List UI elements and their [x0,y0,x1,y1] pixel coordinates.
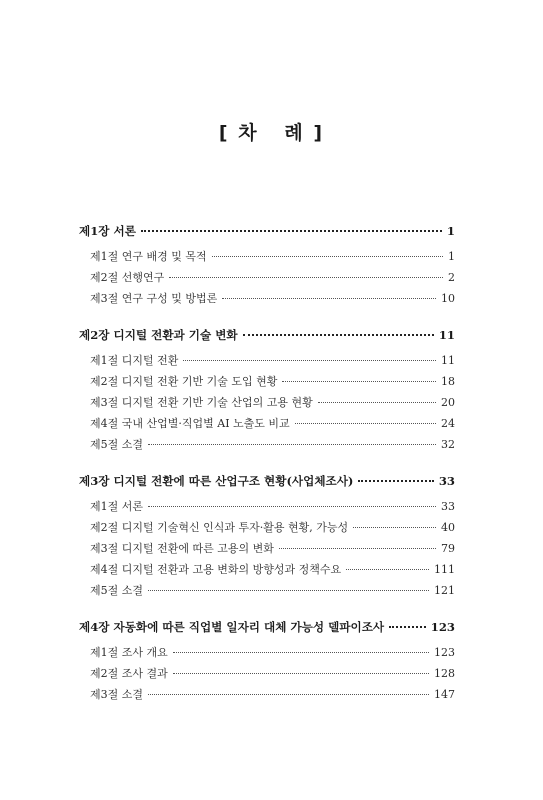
dot-leader [318,402,436,403]
dot-leader [173,652,429,653]
toc-section-entry[interactable] [79,247,455,268]
page-number: 128 [434,667,455,681]
page-number: 121 [434,583,455,597]
page-number: 111 [434,562,455,576]
dot-leader [295,423,436,424]
section-title: 제1절 서론 [90,500,143,514]
page-number: 2 [448,270,455,284]
section-title: 제2절 디지털 기술혁신 인식과 투자·활용 현황, 가능성 [90,521,349,535]
section-title: 제3절 디지털 전환 기반 기술 산업의 고용 현황 [90,395,313,409]
toc-section-entry[interactable] [79,560,455,581]
table-of-contents [79,222,455,723]
page-number: 33 [441,500,455,514]
toc-chapter-2 [79,326,455,455]
section-title: 제2절 디지털 전환 기반 기술 도입 현황 [90,375,278,389]
page-title: [ 차 례 ] [218,122,325,144]
toc-section-entry[interactable] [79,581,455,602]
section-title: 제2절 조사 결과 [90,667,168,681]
dot-leader [169,277,443,278]
page-number: 147 [434,687,455,701]
page-number: 123 [434,646,455,660]
toc-section-entry[interactable] [79,268,455,289]
toc-section-entry[interactable] [79,435,455,456]
chapter-title: 제4장 자동화에 따른 직업별 일자리 대체 가능성 델파이조사 [79,620,385,635]
toc-section-entry[interactable] [79,643,455,664]
page-number: 18 [441,375,455,389]
chapter-title: 제3장 디지털 전환에 따른 산업구조 현황(사업체조사) [79,474,354,489]
section-title: 제3절 소결 [90,687,143,701]
dot-leader [183,360,436,361]
toc-chapter-entry[interactable] [79,222,455,240]
dot-leader [148,444,436,445]
toc-chapter-entry[interactable] [79,326,455,344]
section-title: 제2절 선행연구 [90,270,165,284]
dot-leader [173,673,429,674]
toc-section-entry[interactable] [79,351,455,372]
toc-chapter-entry[interactable] [79,472,455,490]
toc-chapter-entry[interactable] [79,618,455,636]
section-title: 제4절 디지털 전환과 고용 변화의 방향성과 정책수요 [90,562,342,576]
toc-chapter-3 [79,472,455,601]
page-number: 11 [438,328,455,343]
page-number: 33 [438,474,455,489]
page-number: 79 [441,541,455,555]
page-number: 1 [446,224,455,238]
page-number: 24 [441,416,455,430]
toc-section-entry[interactable] [79,414,455,435]
dot-leader [148,590,429,591]
page-number: 32 [441,437,455,451]
section-title: 제1절 디지털 전환 [90,354,179,368]
page-number: 40 [441,521,455,535]
chapter-title: 제1장 서론 [79,224,136,238]
page-number: 11 [441,354,455,368]
toc-section-entry[interactable] [79,539,455,560]
dot-leader [222,298,436,299]
dot-leader [148,506,436,507]
section-title: 제3절 디지털 전환에 따른 고용의 변화 [90,541,274,555]
section-title: 제4절 국내 산업별·직업별 AI 노출도 비교 [90,416,290,430]
section-title: 제5절 소결 [90,583,143,597]
section-title: 제3절 연구 구성 및 방법론 [90,291,218,305]
toc-chapter-1 [79,222,455,309]
dot-leader [212,256,443,257]
dot-leader [358,480,433,482]
page-number: 20 [441,395,455,409]
dot-leader [389,626,426,628]
toc-section-entry[interactable] [79,685,455,706]
section-title: 제1절 연구 배경 및 목적 [90,250,207,263]
section-title: 제1절 조사 개요 [90,646,168,660]
section-title: 제5절 소결 [90,437,143,451]
toc-section-entry[interactable] [79,393,455,414]
toc-chapter-4 [79,618,455,705]
dot-leader [148,694,429,695]
dot-leader [346,569,429,570]
dot-leader [141,230,442,232]
dot-leader [279,548,436,549]
page-number: 1 [448,250,455,263]
toc-section-entry[interactable] [79,518,455,539]
toc-section-entry[interactable] [79,289,455,310]
toc-section-entry[interactable] [79,372,455,393]
toc-section-entry[interactable] [79,664,455,685]
toc-section-entry[interactable] [79,497,455,518]
page-number: 10 [441,291,455,305]
chapter-title: 제2장 디지털 전환과 기술 변화 [79,328,238,343]
dot-leader [353,527,436,528]
dot-leader [282,381,436,382]
dot-leader [243,334,434,336]
page-number: 123 [430,620,455,635]
